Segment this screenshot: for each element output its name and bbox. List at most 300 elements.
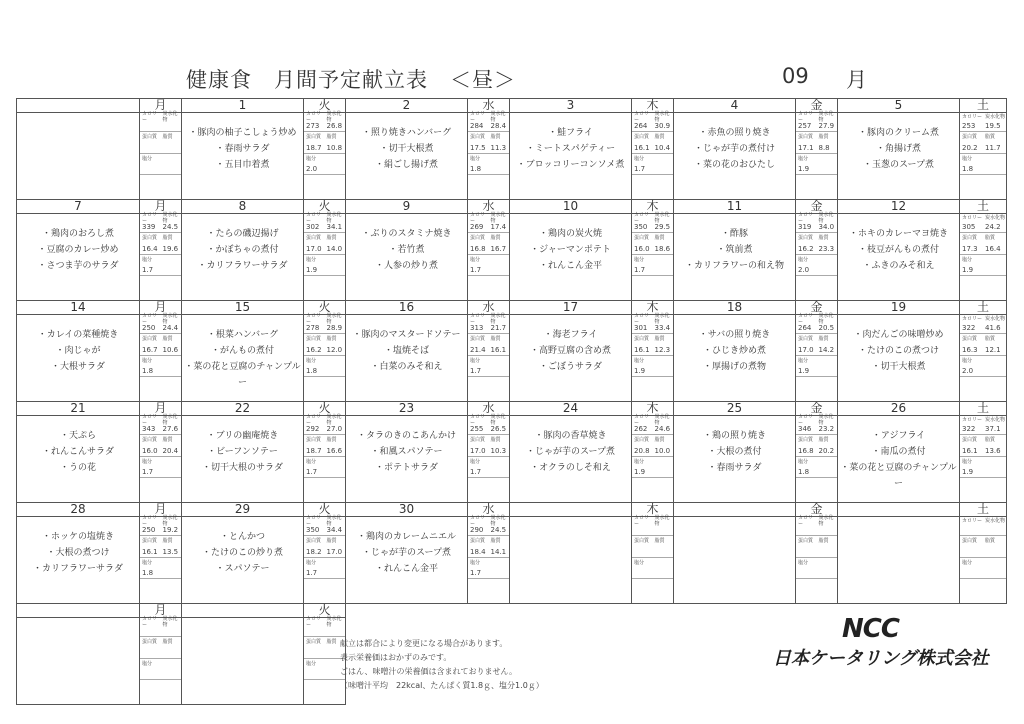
fat-value: 12.1 <box>985 345 1001 354</box>
day-number: 15 <box>182 301 304 315</box>
fat-label: 脂質 <box>654 134 665 140</box>
carb-label: 炭水化物 <box>162 110 178 123</box>
calorie-value: 339 <box>142 222 156 231</box>
calorie-label: カロリー <box>306 413 322 426</box>
nutrition-header-row <box>468 413 509 426</box>
nutrition-cell <box>796 110 838 200</box>
fat-label: 脂質 <box>490 538 501 544</box>
nutrition-values-row <box>632 221 673 233</box>
menu-item: ・オクラのしそ和え <box>530 463 611 473</box>
menu-list <box>346 529 467 577</box>
calorie-label: カロリー <box>142 110 158 123</box>
nutrition-values-row <box>960 243 1006 255</box>
nutrition-values-row <box>960 142 1006 154</box>
nutrition-cell <box>468 110 510 200</box>
weekday-label: 月 <box>140 402 182 416</box>
nutrition-label-row <box>796 334 837 344</box>
menu-item: ・豚肉のマスタードソテー <box>352 330 461 340</box>
nutrition-header-row <box>140 514 181 527</box>
salt-value: 2.0 <box>796 264 837 276</box>
nutrition-label-row <box>796 435 837 445</box>
fat-value: 13.6 <box>985 446 1001 455</box>
carb-value: 33.4 <box>654 323 671 332</box>
day-number: 2 <box>346 99 468 113</box>
menu-item: ・切干大根のサラダ <box>202 463 283 473</box>
carb-label: 炭水化物 <box>654 514 670 527</box>
menu-item: ・ぶりのスタミナ焼き <box>361 229 452 239</box>
day-number <box>674 503 796 517</box>
calorie-label: カロリー <box>306 615 322 628</box>
protein-value: 18.7 <box>306 143 322 152</box>
fat-value: 23.3 <box>818 244 835 253</box>
salt-value: 1.7 <box>468 365 509 377</box>
calorie-value: 322 <box>962 424 976 433</box>
day-number: 18 <box>674 301 796 315</box>
nutrition-values-row <box>468 445 509 457</box>
calorie-value: 350 <box>306 525 320 534</box>
day-number: 23 <box>346 402 468 416</box>
protein-label: 蛋白質 <box>962 336 978 342</box>
weekday-label: 月 <box>140 99 182 113</box>
nutrition-cell <box>960 416 1007 503</box>
nutrition-box <box>468 211 509 276</box>
nutrition-values-row <box>632 423 673 435</box>
calorie-label: カロリー <box>962 517 983 524</box>
salt-value: 1.9 <box>960 466 1006 478</box>
fat-value: 8.8 <box>818 143 830 152</box>
month-number: 09 <box>782 64 809 88</box>
fat-value: 10.6 <box>162 345 179 354</box>
nutrition-values-row <box>304 142 345 154</box>
nutrition-values-row <box>468 221 509 233</box>
menu-item: ・カリフラワーサラダ <box>33 564 123 574</box>
calorie-label: カロリー <box>962 416 983 423</box>
menu-cell <box>346 315 468 402</box>
menu-item: ・ポテトサラダ <box>375 463 438 473</box>
week-menu-row <box>17 113 1007 200</box>
protein-label: 蛋白質 <box>798 538 814 544</box>
nutrition-label-row <box>140 435 181 445</box>
nutrition-label-row <box>632 132 673 142</box>
protein-label: 蛋白質 <box>962 134 978 140</box>
weekday-label: 水 <box>468 301 510 315</box>
menu-item: ・肉じゃが <box>55 346 101 356</box>
menu-item: ・ブロッコリーコンソメ煮 <box>516 160 625 170</box>
salt-label: 塩分 <box>962 256 973 263</box>
nutrition-box <box>304 615 345 680</box>
nutrition-values-row <box>632 120 673 132</box>
fat-label: 脂質 <box>654 235 665 241</box>
nutrition-values-row <box>140 322 181 334</box>
nutrition-label-row <box>304 132 345 142</box>
nutrition-cell <box>960 315 1007 402</box>
nutrition-values-row <box>796 243 837 255</box>
nutrition-values-row <box>140 524 181 536</box>
protein-label: 蛋白質 <box>634 538 650 544</box>
menu-item: ・大根の煮付 <box>707 447 762 457</box>
salt-label: 塩分 <box>962 559 973 566</box>
weekday-label: 月 <box>140 604 182 618</box>
day-number: 10 <box>510 200 632 214</box>
nutrition-values-row <box>468 423 509 435</box>
day-number <box>182 604 304 618</box>
menu-list <box>182 327 303 391</box>
weekday-label: 金 <box>796 402 838 416</box>
nutrition-values-row <box>304 423 345 435</box>
menu-list <box>510 226 631 274</box>
nutrition-box <box>960 517 1006 579</box>
nutrition-values-row <box>468 546 509 558</box>
protein-label: 蛋白質 <box>634 235 650 241</box>
salt-value: 1.9 <box>796 163 837 175</box>
calorie-label: カロリー <box>306 312 322 325</box>
carb-value: 24.4 <box>162 323 179 332</box>
carb-value: 17.4 <box>490 222 507 231</box>
nutrition-values-row <box>796 120 837 132</box>
nutrition-values-row <box>796 142 837 154</box>
protein-label: 蛋白質 <box>634 134 650 140</box>
menu-list <box>182 428 303 476</box>
day-number: 12 <box>838 200 960 214</box>
weekday-label: 月 <box>140 301 182 315</box>
nutrition-values-row <box>960 322 1006 334</box>
salt-value: 1.7 <box>304 567 345 579</box>
fat-value: 19.6 <box>162 244 179 253</box>
weekday-label: 火 <box>304 99 346 113</box>
calorie-label: カロリー <box>798 413 814 426</box>
protein-label: 蛋白質 <box>798 134 814 140</box>
nutrition-values-row <box>304 322 345 334</box>
nutrition-box <box>796 110 837 175</box>
carb-value: 34.4 <box>326 525 343 534</box>
fat-value: 11.7 <box>985 143 1001 152</box>
nutrition-header-row <box>632 110 673 123</box>
day-number: 16 <box>346 301 468 315</box>
calorie-value: 250 <box>142 323 156 332</box>
weekday-label: 土 <box>960 99 1007 113</box>
menu-item: ・厚揚げの煮物 <box>702 362 766 372</box>
calorie-value: 313 <box>470 323 484 332</box>
protein-label: 蛋白質 <box>798 235 814 241</box>
weekday-label: 土 <box>960 301 1007 315</box>
protein-label: 蛋白質 <box>798 437 814 443</box>
carb-label: 炭水化物 <box>654 110 670 123</box>
menu-list <box>838 125 959 173</box>
menu-item: ・肉だんごの味噌炒め <box>853 330 944 340</box>
nutrition-values-row <box>632 243 673 255</box>
carb-value: 24.5 <box>490 525 507 534</box>
nutrition-box <box>960 315 1006 377</box>
menu-item: ・じゃが芋の煮付け <box>693 144 775 154</box>
carb-value: 37.1 <box>985 424 1001 433</box>
salt-value: 1.9 <box>304 264 345 276</box>
calorie-label: カロリー <box>306 211 322 224</box>
carb-label: 炭水化物 <box>818 514 834 527</box>
carb-value: 24.6 <box>654 424 671 433</box>
nutrition-header-row <box>468 514 509 527</box>
menu-item: ・豆腐のカレー炒め <box>37 245 119 255</box>
salt-label: 塩分 <box>306 660 317 667</box>
week-menu-row <box>17 416 1007 503</box>
fat-label: 脂質 <box>326 639 337 645</box>
carb-value: 23.2 <box>818 424 835 433</box>
carb-label: 炭水化物 <box>326 413 342 426</box>
nutrition-header-row <box>304 514 345 527</box>
nutrition-box <box>468 312 509 377</box>
salt-label: 塩分 <box>470 256 481 263</box>
protein-label: 蛋白質 <box>962 235 978 241</box>
nutrition-box <box>304 312 345 377</box>
nutrition-values-row <box>632 445 673 457</box>
nutrition-box <box>140 615 181 680</box>
menu-cell <box>838 214 960 301</box>
menu-item: ・さつま芋のサラダ <box>37 261 119 271</box>
menu-cell <box>510 315 632 402</box>
nutrition-box <box>140 514 181 579</box>
fat-label: 脂質 <box>326 235 337 241</box>
protein-label: 蛋白質 <box>306 538 322 544</box>
nutrition-label-row <box>140 637 181 647</box>
carb-label: 炭水化物 <box>162 211 178 224</box>
menu-list <box>674 226 795 274</box>
calorie-label: カロリー <box>962 113 983 120</box>
nutrition-values-row <box>632 344 673 356</box>
note-line: （味噌汁平均 22kcal、たんぱく質1.8ｇ、塩分1.0ｇ） <box>340 681 544 690</box>
menu-item: ・れんこんサラダ <box>42 447 114 457</box>
carb-label: 炭水化物 <box>985 416 1006 423</box>
nutrition-box <box>468 514 509 579</box>
salt-value: 1.9 <box>960 264 1006 276</box>
protein-value: 16.2 <box>798 244 814 253</box>
nutrition-box <box>304 514 345 579</box>
menu-item: ・カリフラワーサラダ <box>197 261 288 271</box>
fat-label: 脂質 <box>490 336 501 342</box>
nutrition-label-row <box>468 132 509 142</box>
carb-value: 34.0 <box>818 222 835 231</box>
calorie-label: カロリー <box>470 514 486 527</box>
fat-label: 脂質 <box>490 235 501 241</box>
nutrition-header-row <box>304 615 345 628</box>
menu-cell <box>182 517 304 604</box>
nutrition-values-row <box>796 423 837 435</box>
nutrition-cell <box>632 514 674 604</box>
nutrition-box <box>960 416 1006 478</box>
nutrition-box <box>632 110 673 175</box>
nutrition-label-row <box>468 536 509 546</box>
nutrition-values-row <box>304 243 345 255</box>
menu-list <box>674 428 795 476</box>
nutrition-values-row <box>140 142 181 154</box>
calorie-value: 255 <box>470 424 484 433</box>
menu-item: ・白菜のみそ和え <box>370 362 443 372</box>
nutrition-box <box>140 110 181 175</box>
nutrition-cell <box>304 514 346 604</box>
nutrition-header-row <box>304 110 345 123</box>
nutrition-box <box>140 413 181 478</box>
salt-value: 1.8 <box>140 567 181 579</box>
salt-label: 塩分 <box>962 357 973 364</box>
carb-label: 炭水化物 <box>818 312 834 325</box>
fat-label: 脂質 <box>818 336 829 342</box>
nutrition-cell <box>304 211 346 301</box>
nutrition-values-row <box>140 243 181 255</box>
calorie-label: カロリー <box>142 312 158 325</box>
menu-cell <box>674 214 796 301</box>
menu-cell <box>510 214 632 301</box>
menu-list <box>182 226 303 274</box>
weekday-label: 木 <box>632 503 674 517</box>
protein-value: 17.0 <box>798 345 814 354</box>
protein-label: 蛋白質 <box>142 538 158 544</box>
menu-item: ・春雨サラダ <box>215 144 270 154</box>
calorie-value: 322 <box>962 323 976 332</box>
nutrition-label-row <box>960 132 1006 142</box>
nutrition-header-row <box>796 110 837 123</box>
nutrition-header-row <box>632 312 673 325</box>
menu-cell <box>346 517 468 604</box>
notes <box>340 637 544 693</box>
menu-list <box>674 125 795 173</box>
page-title: 健康食 月間予定献立表 ＜昼＞ <box>186 68 516 92</box>
protein-value: 16.0 <box>634 244 650 253</box>
protein-value: 16.2 <box>306 345 322 354</box>
calorie-value: 278 <box>306 323 320 332</box>
calorie-label: カロリー <box>470 110 486 123</box>
carb-label: 炭水化物 <box>654 312 670 325</box>
menu-list <box>346 428 467 476</box>
nutrition-cell <box>960 113 1007 200</box>
menu-list <box>838 327 959 375</box>
protein-value: 18.4 <box>470 547 486 556</box>
menu-item: ・五目巾着煮 <box>215 160 270 170</box>
calorie-label: カロリー <box>142 413 158 426</box>
menu-item: ・じゃが芋のスープ煮 <box>361 548 452 558</box>
calorie-value: 269 <box>470 222 484 231</box>
note-line: 表示栄養価はおかずのみです。 <box>340 653 452 662</box>
nutrition-cell <box>960 517 1007 604</box>
salt-label: 塩分 <box>306 559 317 566</box>
carb-label: 炭水化物 <box>162 312 178 325</box>
calorie-value: 301 <box>634 323 648 332</box>
protein-value: 17.5 <box>470 143 486 152</box>
nutrition-label-row <box>960 536 1006 546</box>
weekday-label: 水 <box>468 402 510 416</box>
day-number: 25 <box>674 402 796 416</box>
carb-value: 27.9 <box>818 121 835 130</box>
salt-value: 1.7 <box>632 163 673 175</box>
carb-value: 28.4 <box>490 121 507 130</box>
nutrition-box <box>468 413 509 478</box>
menu-item: ・れんこん金平 <box>374 564 438 574</box>
menu-item: ・菜の花と豆腐のチャンプルー <box>184 362 301 388</box>
nutrition-header-row <box>140 413 181 426</box>
nutrition-values-row <box>304 546 345 558</box>
fat-value: 12.3 <box>654 345 671 354</box>
fat-value: 14.0 <box>326 244 343 253</box>
carb-value: 29.5 <box>654 222 671 231</box>
carb-value: 27.0 <box>326 424 343 433</box>
fat-label: 脂質 <box>985 336 996 342</box>
fat-label: 脂質 <box>818 235 829 241</box>
protein-value: 17.1 <box>798 143 814 152</box>
calorie-label: カロリー <box>470 211 486 224</box>
salt-value: 1.9 <box>632 365 673 377</box>
fat-label: 脂質 <box>985 538 996 544</box>
salt-label: 塩分 <box>634 458 645 465</box>
calorie-value: 264 <box>634 121 648 130</box>
nutrition-label-row <box>468 233 509 243</box>
menu-cell <box>674 315 796 402</box>
calorie-label: カロリー <box>142 211 158 224</box>
fat-label: 脂質 <box>326 437 337 443</box>
carb-value: 19.5 <box>985 121 1001 130</box>
protein-value: 17.0 <box>470 446 486 455</box>
menu-item: ・うの花 <box>59 463 96 473</box>
protein-label: 蛋白質 <box>306 235 322 241</box>
menu-cell <box>17 517 140 604</box>
menu-cell <box>346 113 468 200</box>
day-number: 9 <box>346 200 468 214</box>
protein-value: 16.1 <box>142 547 158 556</box>
nutrition-box <box>632 312 673 377</box>
menu-cell <box>17 113 140 200</box>
carb-label: 炭水化物 <box>326 615 342 628</box>
nutrition-header-row <box>960 113 1006 120</box>
carb-label: 炭水化物 <box>490 413 506 426</box>
nutrition-values-row <box>140 647 181 659</box>
menu-item: ・豚肉の柚子こしょう炒め <box>188 128 297 138</box>
carb-value: 26.8 <box>326 121 343 130</box>
nutrition-header-row <box>304 211 345 224</box>
weekday-label: 木 <box>632 301 674 315</box>
menu-cell <box>510 517 632 604</box>
nutrition-cell <box>632 110 674 200</box>
nutrition-values-row <box>304 445 345 457</box>
menu-item: ・菜の花のおひたし <box>693 160 775 170</box>
nutrition-cell <box>140 312 182 402</box>
menu-item: ・玉葱のスープ煮 <box>862 160 935 170</box>
salt-label: 塩分 <box>306 256 317 263</box>
day-number: 19 <box>838 301 960 315</box>
nutrition-box <box>796 514 837 579</box>
day-number: 3 <box>510 99 632 113</box>
day-number: 22 <box>182 402 304 416</box>
nutrition-cell <box>468 312 510 402</box>
menu-item: ・角揚げ煮 <box>875 144 921 154</box>
weekday-label: 月 <box>140 200 182 214</box>
carb-label: 炭水化物 <box>818 211 834 224</box>
calorie-label: カロリー <box>470 312 486 325</box>
protein-value: 16.4 <box>142 244 158 253</box>
menu-item: ・赤魚の照り焼き <box>698 128 771 138</box>
day-number: 28 <box>17 503 140 517</box>
salt-label: 塩分 <box>470 458 481 465</box>
salt-value: 1.8 <box>140 365 181 377</box>
fat-label: 脂質 <box>818 437 829 443</box>
fat-label: 脂質 <box>162 336 173 342</box>
menu-item: ・豚肉の香草焼き <box>534 431 607 441</box>
day-number <box>17 99 140 113</box>
menu-item: ・サバの照り焼き <box>698 330 771 340</box>
fat-label: 脂質 <box>490 437 501 443</box>
note-line: 献立は都合により変更になる場合があります。 <box>340 639 508 648</box>
carb-value: 30.9 <box>654 121 671 130</box>
fat-label: 脂質 <box>654 336 665 342</box>
nutrition-header-row <box>632 413 673 426</box>
protein-value: 20.2 <box>962 143 978 152</box>
salt-label: 塩分 <box>798 458 809 465</box>
salt-label: 塩分 <box>798 559 809 566</box>
